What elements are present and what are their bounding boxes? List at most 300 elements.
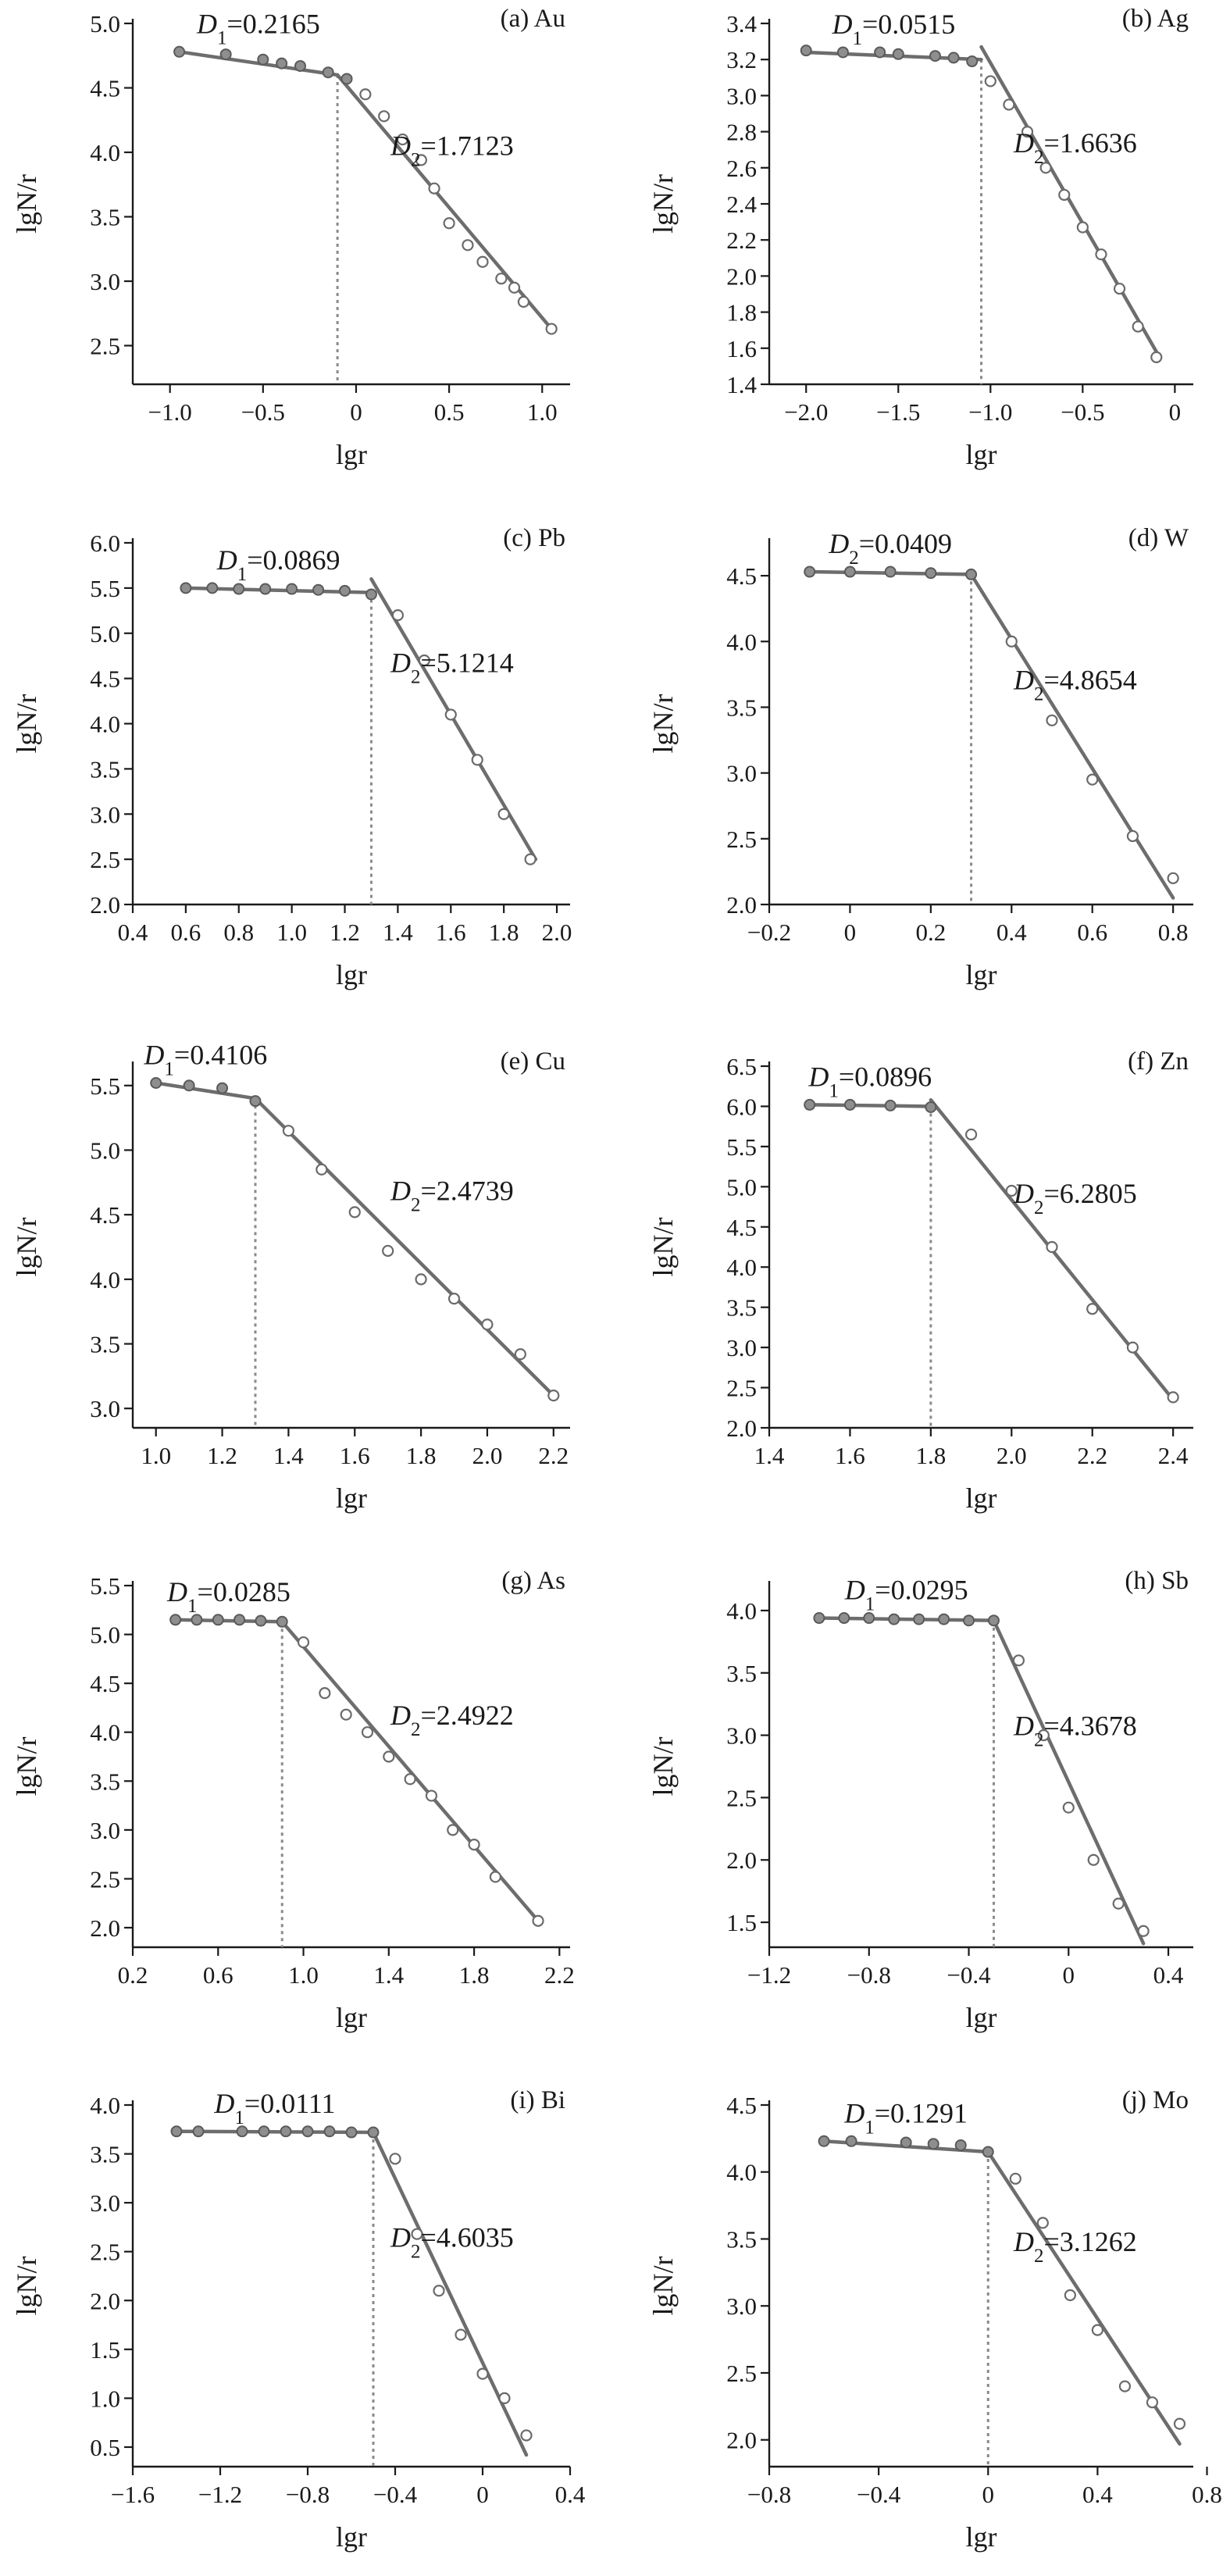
data-point — [207, 583, 217, 593]
x-axis-title: lgr — [336, 2521, 367, 2553]
data-point — [379, 111, 389, 121]
data-point — [819, 2136, 829, 2146]
data-point — [366, 589, 376, 599]
chart-panel — [11, 1567, 575, 2033]
data-point — [548, 1390, 558, 1400]
data-point — [316, 1165, 326, 1175]
chart-panel — [11, 1039, 570, 1514]
x-tick-label: 2.4 — [1157, 1442, 1189, 1469]
data-point — [964, 1615, 974, 1625]
d2-label-value: =1.6636 — [1043, 127, 1137, 159]
data-point — [1151, 352, 1161, 362]
y-tick-label: 1.0 — [90, 2385, 120, 2413]
d1-label-subscript: 1 — [852, 27, 862, 49]
d1-label — [213, 2088, 335, 2128]
x-axis-title: lgr — [965, 2002, 997, 2033]
x-tick-label: 2.0 — [541, 919, 572, 946]
data-point — [839, 1613, 849, 1623]
data-point — [234, 584, 244, 594]
y-tick-label: 4.0 — [90, 139, 120, 166]
y-tick-label: 3.2 — [726, 46, 757, 74]
d2-label-symbol: D — [1014, 1710, 1034, 1742]
chart-panel — [647, 524, 1193, 990]
x-tick-label: −0.2 — [747, 919, 792, 946]
data-point — [194, 2126, 204, 2136]
x-tick-label: 0.2 — [915, 919, 947, 946]
y-tick-label: 2.0 — [726, 1846, 757, 1875]
data-point — [509, 283, 519, 293]
data-point — [362, 1727, 373, 1737]
x-tick-label: 1.8 — [915, 1442, 947, 1469]
x-tick-label: −0.4 — [373, 2481, 418, 2508]
data-point — [170, 1614, 180, 1625]
data-point — [547, 324, 557, 334]
d1-label — [828, 528, 952, 569]
y-tick-label: 2.5 — [90, 1865, 120, 1893]
d1-label-symbol: D — [808, 1061, 829, 1093]
d1-label-symbol: D — [167, 1575, 188, 1607]
data-point — [298, 1637, 308, 1647]
data-point — [449, 1293, 459, 1304]
x-tick-label: 1.0 — [526, 398, 558, 426]
x-axis-title: lgr — [336, 1482, 367, 1514]
y-tick-label: 2.5 — [726, 825, 757, 853]
y-tick-label: 1.8 — [726, 298, 757, 326]
data-point — [1078, 223, 1088, 233]
d1-label-subscript: 2 — [849, 547, 859, 569]
data-point — [217, 1083, 227, 1094]
x-tick-label: 1.2 — [330, 919, 360, 946]
x-tick-label: −1.5 — [876, 398, 921, 426]
y-tick-label: 2.5 — [90, 2238, 120, 2266]
data-point — [1168, 873, 1178, 883]
panel-label: (e) Cu — [500, 1047, 565, 1076]
y-tick-label: 5.0 — [90, 10, 120, 37]
d1-label-subscript: 1 — [829, 1079, 839, 1101]
data-point — [914, 1614, 924, 1625]
panel-label: (d) W — [1128, 524, 1189, 552]
d1-label — [216, 544, 340, 585]
data-point — [313, 585, 323, 595]
data-point — [929, 2139, 939, 2149]
data-point — [456, 2330, 466, 2340]
data-point — [1133, 322, 1143, 332]
x-tick-label: 0 — [843, 919, 857, 946]
d2-label-value: =1.7123 — [420, 130, 514, 162]
x-tick-label: −0.8 — [747, 2481, 792, 2508]
d1-label-symbol: D — [216, 544, 237, 576]
y-axis-title: lgN/r — [11, 174, 42, 234]
d1-label-symbol: D — [214, 2087, 235, 2119]
y-tick-label: 3.5 — [90, 1330, 120, 1358]
x-tick-label: −0.8 — [847, 1961, 891, 1989]
data-point — [1011, 2174, 1021, 2184]
y-tick-label: 3.0 — [726, 82, 757, 110]
d2-label — [390, 130, 514, 171]
y-tick-label: 4.5 — [726, 1213, 757, 1241]
data-point — [1139, 1926, 1149, 1936]
data-point — [801, 45, 811, 55]
y-tick-label: 5.5 — [726, 1133, 757, 1161]
y-axis-title: lgN/r — [647, 2256, 679, 2316]
data-point — [393, 610, 403, 620]
y-tick-label: 2.0 — [726, 1415, 757, 1442]
chart-panel — [647, 2086, 1222, 2553]
data-point — [966, 569, 976, 580]
data-point — [804, 567, 815, 577]
x-tick-label: 1.6 — [835, 1442, 865, 1469]
y-tick-label: 3.5 — [90, 203, 120, 231]
x-tick-label: 0.6 — [202, 1961, 234, 1989]
y-axis-title: lgN/r — [11, 1217, 42, 1277]
y-tick-label: 3.0 — [90, 1395, 120, 1423]
d1-label — [143, 1039, 267, 1079]
x-tick-label: 2.2 — [544, 1961, 575, 1989]
y-tick-label: 1.6 — [726, 334, 757, 362]
x-axis-title: lgr — [336, 439, 367, 470]
data-point — [925, 1102, 936, 1112]
data-point — [319, 1688, 330, 1698]
d2-label — [390, 1700, 514, 1740]
data-point — [341, 1710, 351, 1720]
y-tick-label: 3.5 — [726, 1659, 757, 1687]
y-tick-label: 3.0 — [726, 1334, 757, 1362]
y-tick-label: 6.0 — [90, 530, 120, 557]
d1-label-value: =0.0409 — [858, 528, 953, 560]
data-point — [522, 2430, 532, 2440]
data-point — [1004, 99, 1014, 109]
d1-label-symbol: D — [844, 1574, 865, 1606]
data-point — [893, 49, 904, 59]
data-point — [295, 61, 305, 71]
x-tick-label: −2.0 — [784, 398, 829, 426]
y-tick-label: 2.0 — [90, 1914, 120, 1942]
x-tick-label: 2.2 — [538, 1442, 569, 1469]
x-tick-label: 0.8 — [1192, 2481, 1222, 2508]
d1-label — [831, 9, 955, 49]
y-tick-label: 2.8 — [726, 118, 757, 146]
y-tick-label: 4.5 — [726, 562, 757, 590]
y-axis-title: lgN/r — [647, 1217, 679, 1277]
data-point — [1096, 249, 1106, 259]
y-tick-label: 3.0 — [90, 801, 120, 829]
y-tick-label: 1.5 — [726, 1909, 757, 1937]
data-point — [490, 1871, 501, 1882]
data-point — [1087, 1304, 1097, 1314]
x-tick-label: −0.5 — [1061, 398, 1105, 426]
x-tick-label: 1.4 — [273, 1442, 304, 1469]
d1-label — [843, 2097, 968, 2138]
d2-label-subscript: 2 — [1034, 1729, 1044, 1750]
data-point — [340, 586, 350, 596]
x-tick-label: 0 — [350, 398, 362, 426]
x-tick-label: 1.8 — [405, 1442, 437, 1469]
d1-label-subscript: 1 — [187, 1595, 198, 1617]
panel-label: (j) Mo — [1121, 2086, 1189, 2114]
y-tick-label: 3.0 — [726, 1721, 757, 1750]
y-tick-label: 2.5 — [726, 1374, 757, 1402]
data-point — [287, 584, 297, 594]
y-tick-label: 5.5 — [90, 574, 120, 602]
data-point — [875, 47, 885, 57]
data-point — [930, 51, 940, 61]
x-tick-label: 0.4 — [1082, 2481, 1113, 2508]
y-tick-label: 6.0 — [726, 1093, 757, 1121]
data-point — [478, 2369, 488, 2379]
x-axis-title: lgr — [336, 2002, 367, 2033]
y-tick-label: 3.0 — [90, 1816, 120, 1844]
data-point — [472, 755, 483, 765]
y-tick-label: 3.5 — [726, 694, 757, 722]
y-tick-label: 4.5 — [90, 1670, 120, 1698]
data-point — [383, 1751, 394, 1761]
y-tick-label: 4.0 — [726, 1597, 757, 1625]
panel-label: (c) Pb — [503, 524, 565, 552]
data-point — [303, 2126, 313, 2136]
data-point — [478, 257, 488, 267]
y-tick-label: 4.0 — [90, 710, 120, 738]
y-tick-label: 2.6 — [726, 154, 757, 182]
data-point — [172, 2126, 182, 2136]
d2-label-value: =4.6035 — [420, 2221, 514, 2253]
d1-label-value: =0.4106 — [173, 1039, 268, 1071]
data-point — [383, 1246, 393, 1256]
data-point — [1175, 2419, 1185, 2429]
data-point — [983, 2147, 993, 2157]
d2-label-symbol: D — [390, 130, 411, 162]
y-tick-label: 3.0 — [90, 2189, 120, 2217]
chart-panel — [11, 2086, 586, 2553]
data-point — [434, 2285, 444, 2296]
y-tick-label: 6.5 — [726, 1053, 757, 1080]
d2-label-subscript: 2 — [411, 2241, 421, 2263]
d1-label-value: =0.0111 — [244, 2087, 336, 2119]
fit-line-d2 — [337, 75, 551, 329]
x-axis-title: lgr — [965, 2521, 997, 2553]
y-tick-label: 4.5 — [90, 1201, 120, 1229]
x-tick-label: −1.2 — [747, 1961, 792, 1989]
y-tick-label: 4.0 — [90, 1265, 120, 1293]
data-point — [966, 1129, 976, 1140]
data-point — [1089, 1855, 1099, 1865]
data-point — [939, 1614, 949, 1625]
y-tick-label: 4.0 — [90, 1718, 120, 1746]
data-point — [462, 240, 472, 250]
data-point — [180, 583, 191, 593]
x-tick-label: −0.4 — [857, 2481, 901, 2508]
d2-label — [390, 648, 514, 688]
y-tick-label: 2.0 — [90, 2287, 120, 2315]
x-tick-label: −0.5 — [241, 398, 285, 426]
x-tick-label: 1.4 — [373, 1961, 405, 1989]
y-axis-title: lgN/r — [11, 2256, 42, 2316]
x-tick-label: −1.0 — [148, 398, 192, 426]
x-tick-label: 1.4 — [754, 1442, 785, 1469]
chart-panel — [11, 524, 572, 990]
data-point — [925, 568, 936, 578]
x-tick-label: 1.8 — [458, 1961, 490, 1989]
data-point — [1114, 284, 1125, 294]
data-point — [886, 1101, 896, 1111]
d1-label — [196, 8, 320, 48]
data-point — [845, 1100, 855, 1110]
d2-label-subscript: 2 — [411, 1718, 421, 1740]
x-tick-label: 0.4 — [117, 919, 148, 946]
data-point — [1093, 2325, 1103, 2335]
x-tick-label: 0 — [1168, 398, 1182, 426]
d2-label-subscript: 2 — [1034, 683, 1044, 705]
data-point — [1014, 1655, 1024, 1665]
x-tick-label: 2.0 — [996, 1442, 1027, 1469]
data-point — [519, 297, 529, 307]
d2-label-value: =3.1262 — [1043, 2225, 1137, 2257]
d1-label-value: =0.1291 — [874, 2097, 968, 2129]
y-tick-label: 4.0 — [726, 628, 757, 656]
data-point — [184, 1080, 194, 1090]
data-point — [889, 1614, 899, 1625]
data-point — [360, 89, 370, 99]
chart-panel — [647, 5, 1193, 470]
y-tick-label: 4.0 — [726, 2158, 757, 2186]
d2-label-value: =4.8654 — [1043, 664, 1137, 696]
data-point — [814, 1613, 824, 1623]
data-point — [1047, 1242, 1057, 1252]
d1-label-value: =0.2165 — [226, 8, 320, 40]
y-tick-label: 2.0 — [726, 2426, 757, 2454]
data-point — [444, 218, 455, 228]
d2-label — [1013, 127, 1137, 168]
x-tick-label: 0 — [476, 2481, 489, 2508]
data-point — [260, 584, 270, 594]
data-point — [847, 2136, 857, 2146]
fit-line-d2 — [993, 1621, 1143, 1944]
y-tick-label: 3.4 — [726, 10, 757, 37]
data-point — [469, 1839, 480, 1850]
data-point — [1128, 831, 1138, 841]
d1-label-symbol: D — [844, 2097, 865, 2129]
data-point — [989, 1615, 999, 1625]
data-point — [838, 47, 848, 57]
d2-label-subscript: 2 — [1034, 1197, 1044, 1218]
d1-label-value: =0.0515 — [861, 8, 956, 40]
y-axis-title: lgN/r — [11, 694, 42, 754]
d1-label-value: =0.0295 — [875, 1574, 968, 1606]
data-point — [323, 67, 333, 77]
data-point — [213, 1614, 223, 1625]
data-point — [967, 56, 977, 66]
d1-label-subscript: 1 — [865, 2116, 875, 2138]
data-point — [499, 809, 509, 819]
y-axis-title: lgN/r — [647, 1736, 679, 1796]
y-tick-label: 2.0 — [90, 891, 120, 919]
data-point — [416, 1274, 426, 1284]
x-tick-label: 0 — [1062, 1961, 1075, 1989]
y-tick-label: 2.5 — [726, 2359, 757, 2387]
y-tick-label: 3.0 — [90, 268, 120, 295]
fit-line-d1 — [810, 1104, 931, 1106]
x-tick-label: 0.4 — [554, 2481, 586, 2508]
data-point — [886, 567, 896, 577]
d2-label-value: =2.4922 — [420, 1699, 514, 1731]
y-tick-label: 4.0 — [90, 2092, 120, 2119]
y-tick-label: 2.5 — [726, 1784, 757, 1812]
chart-panel — [647, 1567, 1193, 2033]
data-point — [1114, 1899, 1124, 1909]
y-tick-label: 5.0 — [90, 619, 120, 648]
data-point — [258, 55, 268, 65]
chart-panel — [11, 5, 570, 470]
y-tick-label: 5.5 — [90, 1072, 120, 1100]
x-tick-label: 1.0 — [288, 1961, 319, 1989]
d1-label-symbol: D — [144, 1039, 165, 1071]
d2-label-symbol: D — [1014, 664, 1034, 696]
data-point — [533, 1916, 544, 1926]
d1-label — [808, 1061, 932, 1101]
d2-label-symbol: D — [1014, 2225, 1034, 2257]
y-axis-title: lgN/r — [11, 1736, 42, 1796]
d2-label-value: =6.2805 — [1043, 1178, 1137, 1210]
y-tick-label: 4.0 — [726, 1254, 757, 1282]
data-point — [986, 76, 996, 86]
panel-label: (f) Zn — [1128, 1047, 1189, 1076]
data-point — [1147, 2397, 1157, 2407]
d2-label-value: =2.4739 — [420, 1175, 514, 1207]
y-tick-label: 2.5 — [90, 846, 120, 874]
data-point — [1007, 637, 1017, 647]
y-tick-label: 3.0 — [726, 759, 757, 787]
y-axis-title: lgN/r — [647, 694, 679, 754]
d2-label-subscript: 2 — [411, 1194, 421, 1215]
d2-label — [1013, 2226, 1137, 2267]
x-tick-label: 0.8 — [223, 919, 255, 946]
fit-line-d2 — [972, 574, 1174, 897]
x-tick-label: 0.6 — [1077, 919, 1108, 946]
data-point — [250, 1096, 260, 1106]
d1-label-symbol: D — [829, 528, 850, 560]
x-tick-label: 1.0 — [141, 1442, 172, 1469]
data-point — [515, 1349, 526, 1359]
x-tick-label: 1.6 — [339, 1442, 370, 1469]
data-point — [446, 709, 456, 719]
data-point — [1120, 2382, 1130, 2392]
x-tick-label: 0.4 — [996, 919, 1027, 946]
x-tick-label: 0.2 — [117, 1961, 148, 1989]
x-tick-label: 0.6 — [170, 919, 201, 946]
data-point — [1059, 190, 1069, 200]
fit-line-d2 — [255, 1098, 554, 1395]
y-tick-label: 1.4 — [726, 371, 757, 398]
d1-label — [844, 1575, 968, 1614]
d1-label-subscript: 1 — [216, 27, 227, 48]
y-tick-label: 3.5 — [726, 2225, 757, 2253]
x-tick-label: 0 — [982, 2481, 995, 2508]
d1-label-symbol: D — [832, 8, 853, 40]
x-tick-label: −1.6 — [110, 2481, 155, 2508]
data-point — [526, 855, 536, 865]
x-tick-label: 1.4 — [383, 919, 413, 946]
data-point — [901, 2138, 911, 2148]
panel-label: (i) Bi — [510, 2086, 565, 2114]
data-point — [259, 2126, 269, 2136]
data-point — [151, 1078, 161, 1088]
d2-label-subscript: 2 — [1034, 2245, 1044, 2267]
d1-label-value: =0.0285 — [197, 1575, 291, 1607]
d2-label — [1013, 1710, 1137, 1750]
y-tick-label: 2.0 — [726, 891, 757, 919]
d2-label-subscript: 2 — [1034, 146, 1044, 168]
data-point — [1047, 715, 1057, 726]
d2-label-symbol: D — [390, 1699, 411, 1731]
